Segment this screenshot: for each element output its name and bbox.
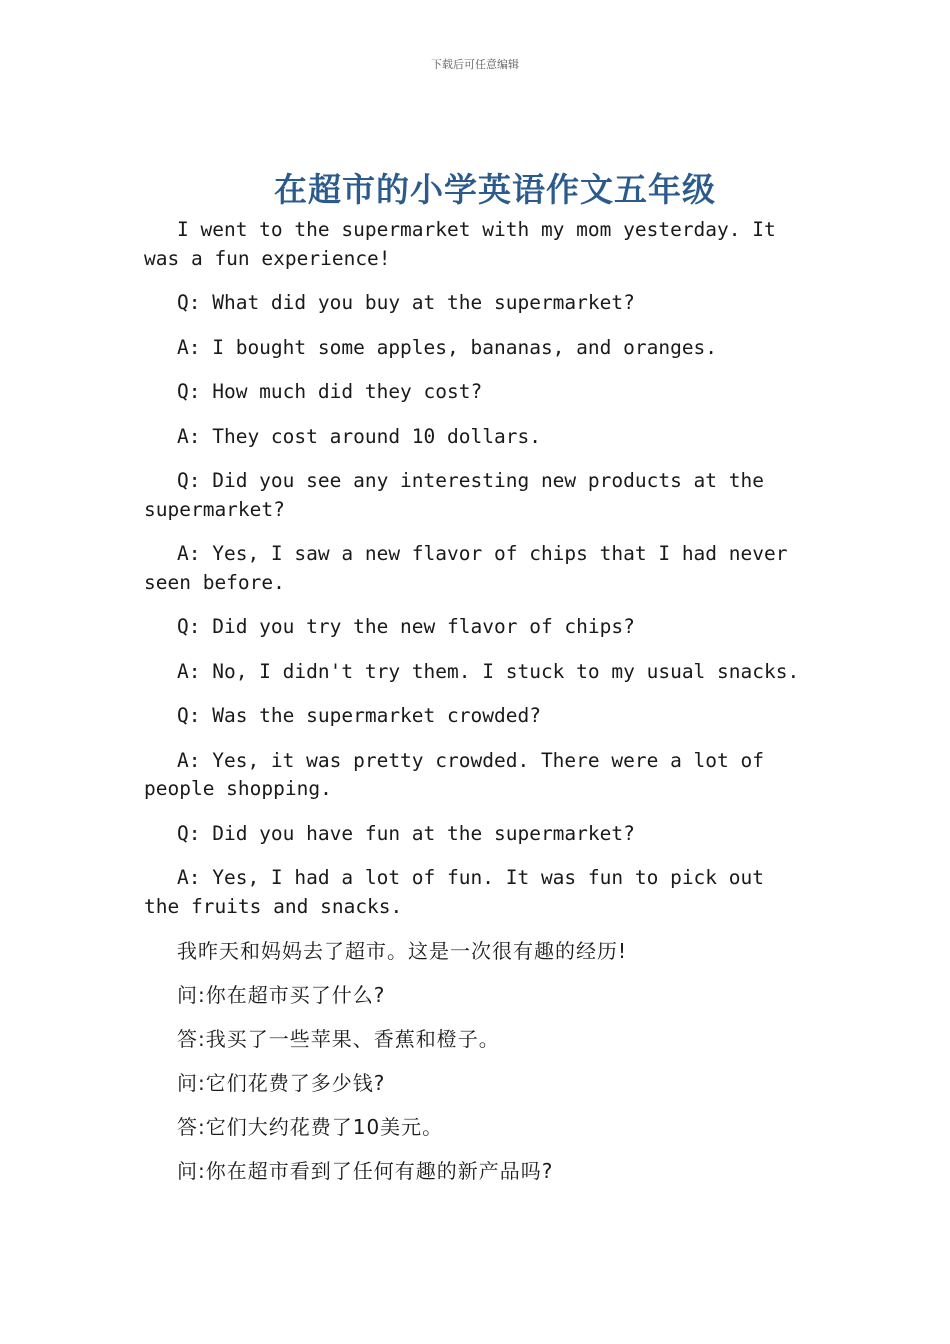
answer-paragraph: A: Yes, it was pretty crowded. There were a lot of people shopping. [144, 748, 764, 800]
answer-paragraph: A: No, I didn't try them. I stuck to my usual snacks. [177, 659, 800, 683]
question-paragraph: Q: Was the supermarket crowded? [177, 704, 541, 727]
answer-paragraph-cn: 答:我买了一些苹果、香蕉和橙子。 [177, 1027, 500, 1051]
answer-paragraph-cn: 答:它们大约花费了10美元。 [177, 1115, 444, 1139]
question-paragraph-cn: 问:你在超市买了什么? [177, 983, 386, 1007]
answer-paragraph: A: Yes, I had a lot of fun. It was fun to pick out the fruits and snacks. [144, 866, 764, 918]
answer-paragraph: A: They cost around 10 dollars. [177, 424, 541, 448]
question-paragraph: Q: How much did they cost? [177, 380, 483, 403]
answer-paragraph: A: Yes, I saw a new flavor of chips that I had never seen before. [144, 542, 788, 594]
document-title: 在超市的小学英语作文五年级 [274, 170, 716, 209]
question-paragraph: Q: What did you buy at the supermarket? [177, 291, 635, 314]
document-body [144, 216, 804, 1201]
question-paragraph: Q: Did you see any interesting new products at the supermarket? [144, 469, 764, 521]
question-paragraph-cn: 问:它们花费了多少钱? [177, 1071, 386, 1095]
intro-paragraph: I went to the supermarket with my mom yesterday. It was a fun experience! [144, 218, 776, 270]
question-paragraph: Q: Did you have fun at the supermarket? [177, 821, 635, 845]
answer-paragraph: A: I bought some apples, bananas, and oranges. [177, 335, 718, 359]
question-paragraph-cn: 问:你在超市看到了任何有趣的新产品吗? [177, 1159, 554, 1183]
header-note: 下载后可任意编辑 [431, 58, 519, 71]
intro-paragraph-cn: 我昨天和妈妈去了超市。这是一次很有趣的经历! [177, 939, 628, 963]
question-paragraph: Q: Did you try the new flavor of chips? [177, 615, 635, 638]
